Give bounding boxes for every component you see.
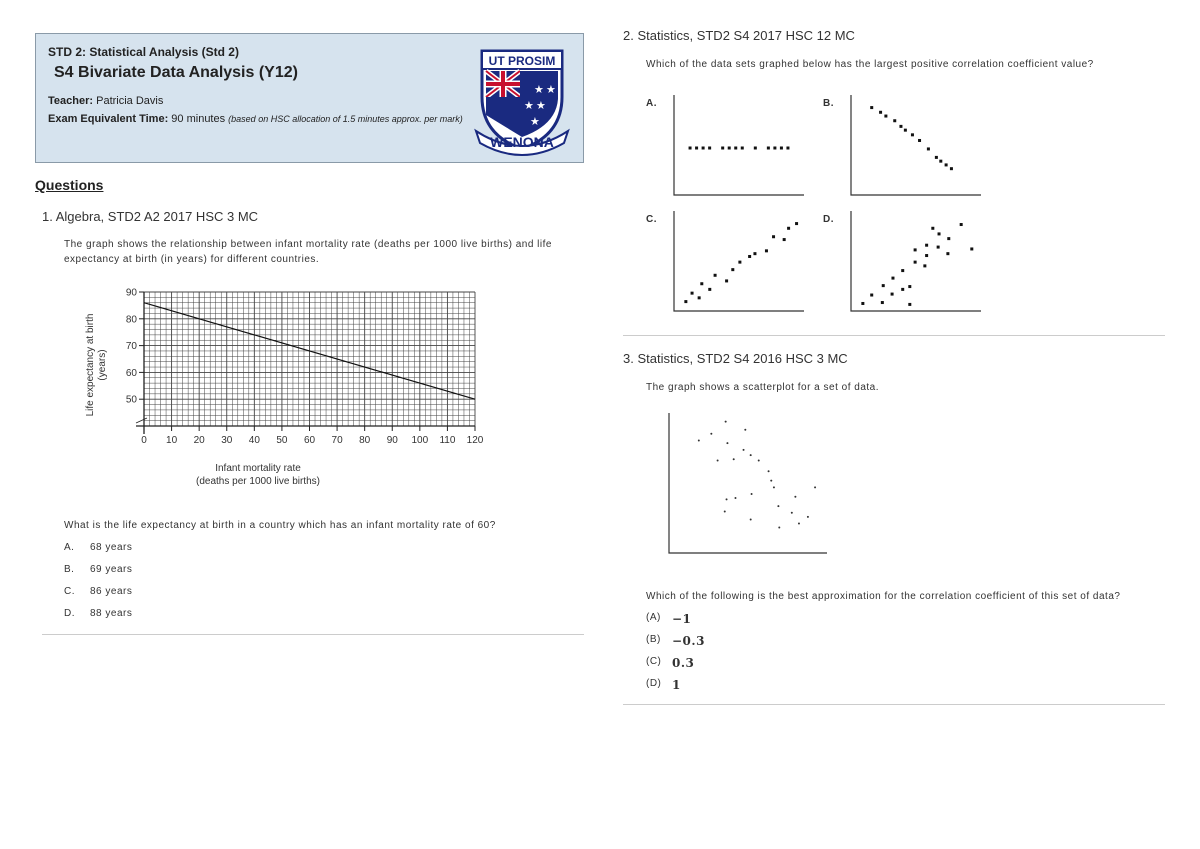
q1-question: What is the life expectancy at birth in a country which has an infant mortality rate of 60? (64, 520, 496, 531)
option-text: −1 (672, 612, 692, 626)
scatter-point (765, 249, 768, 252)
option-text: 68 years (90, 542, 133, 553)
q3-option-a[interactable] (646, 612, 692, 626)
q1-ylabel-line2: (years) (97, 349, 108, 381)
scatter-point (773, 486, 775, 488)
q1-ylabel-line1: Life expectancy at birth (85, 313, 96, 417)
scatter-point (733, 458, 735, 460)
scatter-point (914, 261, 917, 264)
scatter-point (767, 147, 770, 150)
x-tick-label: 100 (411, 435, 429, 446)
x-tick-label: 120 (466, 435, 484, 446)
scatter-point (753, 252, 756, 255)
scatter-point (731, 268, 734, 271)
scatter-point (787, 227, 790, 230)
exam-time-line (48, 112, 468, 127)
x-tick-label: 90 (386, 435, 398, 446)
scatter-point (689, 147, 692, 150)
q3-option-c[interactable] (646, 656, 695, 670)
scatter-point (754, 147, 757, 150)
teacher-line (48, 95, 163, 107)
axes (674, 95, 804, 195)
scatter-point (708, 288, 711, 291)
scatter-point (935, 156, 938, 159)
scatter-point (791, 512, 793, 514)
scatter-point (914, 248, 917, 251)
scatter-point (783, 238, 786, 241)
option-letter: A. (64, 542, 75, 553)
school-crest-logo (468, 39, 576, 159)
q1-text: The graph shows the relationship between infant mortality rate (deaths per 1000 live births) and life expectancy at birth (in years) for different countries. (64, 239, 552, 265)
x-tick-label: 20 (193, 435, 205, 446)
scatter-point (925, 254, 928, 257)
scatter-point (773, 147, 776, 150)
q3-option-d[interactable] (646, 678, 681, 692)
teacher-name: Patricia Davis (96, 95, 164, 107)
q2-scatter-c (673, 211, 805, 313)
scatter-point (918, 139, 921, 142)
scatter-point (738, 261, 741, 264)
option-letter: (D) (646, 678, 662, 689)
scatter-point (931, 227, 934, 230)
scatter-point (893, 119, 896, 122)
y-tick-label: 70 (125, 341, 137, 353)
scatter-point (970, 247, 973, 250)
scatter-point (950, 167, 953, 170)
scatter-point (770, 480, 772, 482)
scatter-point (807, 516, 809, 518)
q1-option-a[interactable] (64, 542, 133, 553)
scatter-point (750, 454, 752, 456)
q2-title: 2. Statistics, STD2 S4 2017 HSC 12 MC (623, 28, 855, 43)
scatter-point (728, 147, 731, 150)
scatter-point (947, 237, 950, 240)
scatter-point (726, 498, 728, 500)
q3-option-b[interactable] (646, 634, 705, 648)
q1-xlabel-line1: Infant mortality rate (215, 463, 301, 474)
scatter-point (725, 279, 728, 282)
option-text: −0.3 (672, 634, 705, 648)
axes (851, 95, 981, 195)
q2-label-d: D. (823, 214, 834, 225)
scatter-point (960, 223, 963, 226)
scatter-point (814, 486, 816, 488)
scatter-points (698, 421, 816, 529)
crest-motto: UT PROSIM (488, 54, 556, 68)
teacher-label: Teacher: (48, 95, 94, 107)
scatter-point (695, 147, 698, 150)
scatter-point (891, 277, 894, 280)
q2-divider (623, 335, 1165, 336)
q3-question: Which of the following is the best approximation for the correlation coefficient of this set of data? (646, 591, 1121, 602)
option-letter: C. (64, 586, 75, 597)
scatter-point (777, 505, 779, 507)
scatter-point (778, 527, 780, 529)
x-tick-label: 60 (303, 435, 316, 446)
q2-label-c: C. (646, 214, 657, 225)
y-tick-label: 60 (125, 367, 137, 379)
scatter-point (911, 133, 914, 136)
q1-chart-ticks (126, 288, 484, 447)
scatter-point (698, 296, 701, 299)
x-tick-label: 80 (359, 435, 371, 446)
scatter-point (899, 125, 902, 128)
scatter-point (794, 496, 796, 498)
x-tick-label: 10 (166, 435, 178, 446)
q2-scatter-a (673, 95, 805, 197)
scatter-point (717, 460, 719, 462)
scatter-point (798, 523, 800, 525)
scatter-point (870, 106, 873, 109)
scatter-point (937, 246, 940, 249)
questions-heading: Questions (35, 177, 104, 193)
scatter-point (908, 285, 911, 288)
option-text: 0.3 (672, 656, 695, 670)
option-letter: B. (64, 564, 75, 575)
scatter-point (884, 115, 887, 118)
scatter-point (881, 301, 884, 304)
q3-title: 3. Statistics, STD2 S4 2016 HSC 3 MC (623, 351, 848, 366)
scatter-point (734, 147, 737, 150)
scatter-point (925, 244, 928, 247)
scatter-points (689, 147, 790, 150)
option-letter: D. (64, 608, 75, 619)
scatter-point (734, 497, 736, 499)
scatter-point (708, 147, 711, 150)
option-text: 86 years (90, 586, 133, 597)
exam-time: 90 minutes (171, 113, 226, 125)
svg-text:★: ★ (534, 83, 544, 96)
scatter-points (861, 223, 973, 306)
q1-divider (42, 634, 584, 635)
topic-title: S4 Bivariate Data Analysis (Y12) (54, 64, 298, 81)
scatter-point (901, 269, 904, 272)
scatter-point (726, 442, 728, 444)
y-tick-label: 80 (125, 314, 137, 326)
q1-option-d[interactable] (64, 608, 133, 619)
option-text: 1 (672, 678, 681, 692)
scatter-point (751, 493, 753, 495)
scatter-point (758, 460, 760, 462)
scatter-point (721, 147, 724, 150)
svg-text:★: ★ (524, 99, 534, 112)
x-tick-label: 50 (276, 435, 288, 446)
x-tick-label: 70 (331, 435, 343, 446)
scatter-point (714, 274, 717, 277)
scatter-point (698, 439, 700, 441)
q1-title: 1. Algebra, STD2 A2 2017 HSC 3 MC (42, 209, 259, 224)
scatter-point (724, 510, 726, 512)
q1-option-b[interactable] (64, 564, 133, 575)
scatter-point (786, 147, 789, 150)
scatter-point (768, 470, 770, 472)
q3-scatterplot (668, 413, 828, 555)
y-tick-label: 90 (125, 287, 137, 299)
scatter-point (795, 222, 798, 225)
exam-label: Exam Equivalent Time: (48, 113, 169, 125)
x-tick-label: 0 (141, 435, 147, 446)
svg-text:★: ★ (536, 99, 546, 112)
scatter-point (710, 433, 712, 435)
q3-text: The graph shows a scatterplot for a set of data. (646, 382, 880, 393)
option-letter: (B) (646, 634, 661, 645)
y-tick-label: 50 (125, 394, 137, 406)
crest-name: WENONA (490, 134, 554, 150)
scatter-point (938, 232, 941, 235)
q1-line-chart (70, 283, 500, 493)
scatter-point (939, 160, 942, 163)
x-tick-label: 110 (439, 435, 456, 446)
q2-label-b: B. (823, 98, 834, 109)
x-tick-label: 40 (248, 435, 260, 446)
scatter-point (901, 288, 904, 291)
scatter-point (684, 300, 687, 303)
q2-text: Which of the data sets graphed below has the largest positive correlation coefficient value? (646, 59, 1094, 70)
scatter-points (684, 222, 798, 303)
x-tick-label: 30 (221, 435, 233, 446)
scatter-point (744, 429, 746, 431)
q2-scatter-b (850, 95, 982, 197)
scatter-point (904, 129, 907, 132)
scatter-point (908, 303, 911, 306)
option-letter: (C) (646, 656, 662, 667)
scatter-point (691, 292, 694, 295)
scatter-point (741, 147, 744, 150)
scatter-point (750, 519, 752, 521)
q3-divider (623, 704, 1165, 705)
scatter-point (748, 255, 751, 258)
exam-note: (based on HSC allocation of 1.5 minutes approx. per mark) (228, 114, 463, 124)
option-letter: (A) (646, 612, 661, 623)
q1-option-c[interactable] (64, 586, 133, 597)
svg-text:★: ★ (546, 83, 556, 96)
scatter-point (945, 163, 948, 166)
scatter-point (702, 147, 705, 150)
scatter-point (891, 293, 894, 296)
scatter-point (923, 264, 926, 267)
scatter-points (870, 106, 953, 170)
scatter-point (743, 449, 745, 451)
scatter-point (861, 302, 864, 305)
svg-text:★: ★ (530, 115, 540, 128)
option-text: 69 years (90, 564, 133, 575)
q1-chart-grid (144, 292, 475, 426)
scatter-point (780, 147, 783, 150)
scatter-point (927, 147, 930, 150)
scatter-point (700, 282, 703, 285)
q2-label-a: A. (646, 98, 657, 109)
scatter-point (725, 421, 727, 423)
scatter-point (879, 111, 882, 114)
axes (669, 413, 827, 553)
scatter-point (882, 284, 885, 287)
scatter-point (870, 294, 873, 297)
q2-scatter-d (850, 211, 982, 313)
option-text: 88 years (90, 608, 133, 619)
scatter-point (946, 252, 949, 255)
scatter-point (772, 235, 775, 238)
course-title: STD 2: Statistical Analysis (Std 2) (48, 45, 239, 59)
q1-xlabel-line2: (deaths per 1000 live births) (196, 476, 320, 487)
